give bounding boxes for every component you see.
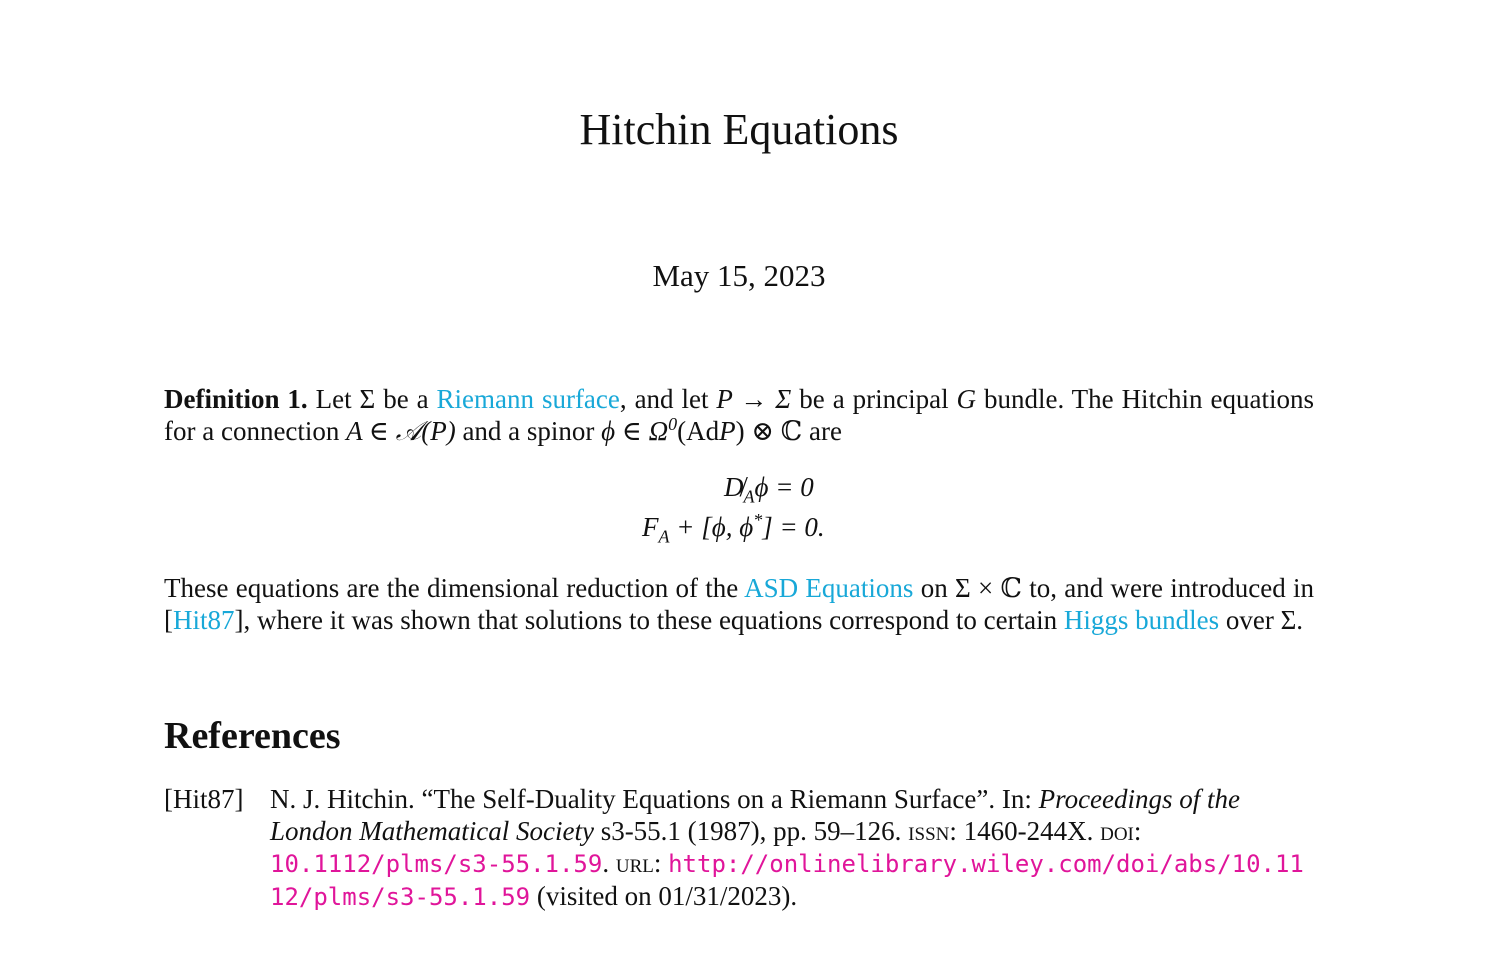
dirac-equation: [724, 472, 814, 507]
ref-url-label: url: [615, 848, 654, 878]
eq1-subscript: A: [743, 486, 755, 507]
ref-url-link[interactable]: http://onlinelibrary.wiley.com/doi/abs/10.1112/plms/s3-55.1.59: [270, 850, 1304, 911]
definition-text-4: bundle. The Hitchin equations for a connection: [164, 384, 1314, 446]
ref-issn-value: : 1460-244X.: [949, 816, 1094, 846]
math-spinor-rest: (Ad: [677, 416, 720, 446]
math-spinor-main: ϕ ∈ Ω: [601, 416, 669, 446]
reference-label: [Hit87]: [164, 784, 244, 814]
definition-paragraph: [164, 383, 1314, 447]
para2-text-2: on Σ × ℂ to, and were introduced in [: [164, 573, 1315, 635]
eq1-rest: ϕ = 0: [754, 472, 814, 502]
ref-in: In:: [1001, 784, 1032, 814]
dimensional-reduction-paragraph: [164, 572, 1314, 636]
definition-text-2: , and let: [619, 384, 709, 414]
eq2-f: F: [642, 512, 659, 542]
citation-hit87-link[interactable]: Hit87: [173, 605, 235, 635]
higgs-bundles-link[interactable]: Higgs bundles: [1063, 605, 1220, 635]
eq2-mid: + [ϕ, ϕ: [669, 512, 754, 542]
riemann-surface-link[interactable]: Riemann surface: [436, 384, 620, 414]
ref-journal: Proceedings of the London Mathematical Society: [270, 784, 1241, 846]
asd-equations-link[interactable]: ASD Equations: [744, 573, 914, 603]
document-date: May 15, 2023: [652, 258, 826, 293]
math-connection: A ∈ 𝒜(P): [346, 416, 456, 446]
ref-issn-label: issn: [908, 816, 950, 846]
ref-visited: (visited on 01/31/2023).: [536, 881, 798, 911]
math-g: G: [956, 384, 977, 414]
page-title: Hitchin Equations: [579, 105, 899, 154]
ref-volume-pages: s3-55.1 (1987), pp. 59–126.: [600, 816, 902, 846]
ref-author: N. J. Hitchin.: [270, 784, 415, 814]
curvature-equation: [642, 510, 825, 547]
math-spinor-p: P: [719, 416, 736, 446]
para2-text-3: ], where it was shown that solutions to these equations correspond to certain: [234, 605, 1058, 635]
references-heading: References: [164, 715, 341, 757]
definition-text-6: are: [809, 416, 842, 446]
ref-doi-label: doi: [1100, 816, 1134, 846]
eq2-end: ] = 0.: [762, 512, 825, 542]
ref-url-colon: :: [653, 848, 662, 878]
definition-text-3: be a principal: [799, 384, 949, 414]
math-p-to-sigma: P → Σ: [716, 384, 792, 414]
reference-entry: N. J. Hitchin. “The Self-Duality Equations on a Riemann Surface”. In: Proceedings of the London Mathematical Society s3-55.1 (1987), pp. 59–126. issn: 1460-244X. doi: 10.1112/plms/s3-55.1.59. url: http://onlinelibrary.wiley.com/doi/abs/10.1112/plms/s3-55.1.59 (visited on 01/31/2023).: [270, 784, 1304, 911]
ref-doi-link[interactable]: 10.1112/plms/s3-55.1.59: [270, 850, 603, 878]
ref-title: “The Self-Duality Equations on a Riemann Surface”.: [421, 784, 996, 814]
eq2-superscript: *: [753, 510, 763, 530]
eq2-subscript: A: [658, 526, 670, 547]
math-spinor-end: ) ⊗ ℂ: [735, 416, 803, 446]
math-spinor: [601, 416, 802, 446]
eq1-operator: D̸: [724, 472, 744, 502]
definition-text-1: Let Σ be a: [315, 384, 429, 414]
math-spinor-sup: 0: [668, 414, 678, 434]
definition-text-5: and a spinor: [462, 416, 595, 446]
para2-text-1: These equations are the dimensional reduction of the: [164, 573, 739, 603]
ref-doi-colon: :: [1133, 816, 1142, 846]
definition-label: Definition 1.: [164, 384, 308, 414]
para2-text-4: over Σ.: [1225, 605, 1304, 635]
